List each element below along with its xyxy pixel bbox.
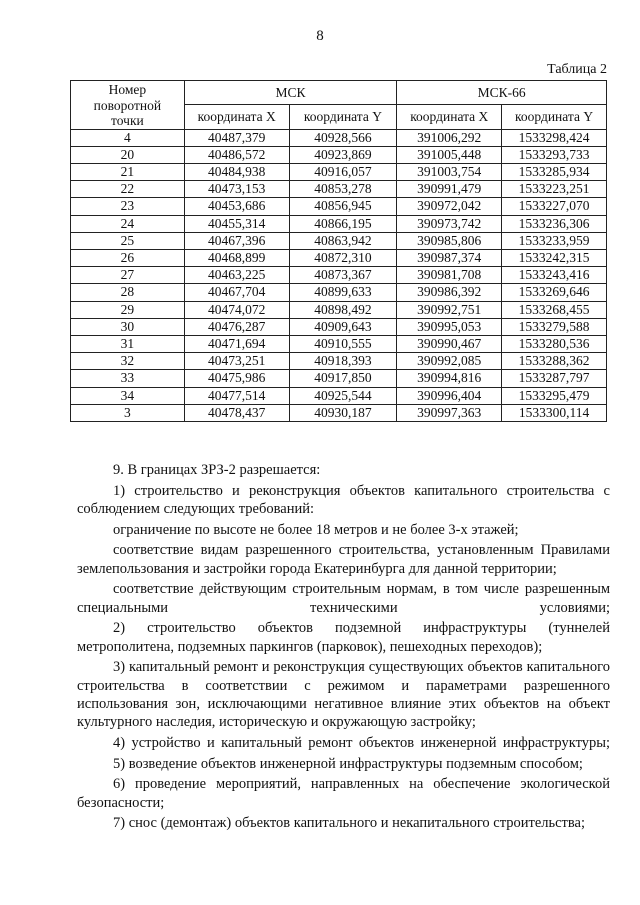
- msk-y-cell: 40916,057: [289, 163, 397, 180]
- paragraph: 4) устройство и капитальный ремонт объектов инженерной инфраструктуры;: [113, 735, 610, 751]
- msk66-y-cell: 1533227,070: [502, 198, 607, 215]
- msk-x-cell: 40473,153: [184, 181, 289, 198]
- msk-y-cell: 40898,492: [289, 301, 397, 318]
- table-row: [71, 215, 607, 232]
- table-row: [71, 267, 607, 284]
- msk-x-cell: 40468,899: [184, 249, 289, 266]
- paragraph: 5) возведение объектов инженерной инфраструктуры подземным способом;: [113, 755, 583, 772]
- header-msk66-x: координата X: [397, 105, 502, 129]
- point-number-cell: 24: [71, 215, 185, 232]
- paragraph: соответствие действующим строительным нормам, в том числе разрешенным специальными техническими условиями;: [77, 581, 610, 616]
- msk-x-cell: 40467,704: [184, 284, 289, 301]
- msk-x-cell: 40476,287: [184, 318, 289, 335]
- msk-y-cell: 40872,310: [289, 249, 397, 266]
- table-row: [71, 146, 607, 163]
- msk-y-cell: 40923,869: [289, 146, 397, 163]
- point-number-cell: 27: [71, 267, 185, 284]
- paragraph: 9. В границах ЗРЗ-2 разрешается:: [113, 462, 321, 478]
- msk-y-cell: 40910,555: [289, 335, 397, 352]
- msk66-x-cell: 390985,806: [397, 232, 502, 249]
- point-number-cell: 4: [71, 129, 185, 146]
- msk-y-cell: 40930,187: [289, 404, 397, 421]
- msk66-y-cell: 1533287,797: [502, 370, 607, 387]
- point-number-cell: 3: [71, 404, 185, 421]
- msk-x-cell: 40487,379: [184, 129, 289, 146]
- msk66-x-cell: 391006,292: [397, 129, 502, 146]
- paragraph: 7) снос (демонтаж) объектов капитального и некапитального строительства;: [113, 815, 586, 832]
- msk-y-cell: 40853,278: [289, 181, 397, 198]
- header-msk-x: координата X: [184, 105, 289, 129]
- msk-x-cell: 40474,072: [184, 301, 289, 318]
- body-text: [77, 461, 610, 833]
- table-row: [71, 335, 607, 352]
- point-number-cell: 31: [71, 335, 185, 352]
- table-row: [71, 163, 607, 180]
- table-row: [71, 387, 607, 404]
- table-row: [71, 181, 607, 198]
- table-row: [71, 318, 607, 335]
- msk66-x-cell: 390972,042: [397, 198, 502, 215]
- msk-x-cell: 40455,314: [184, 215, 289, 232]
- msk66-y-cell: 1533293,733: [502, 146, 607, 163]
- msk66-y-cell: 1533288,362: [502, 353, 607, 370]
- point-number-cell: 28: [71, 284, 185, 301]
- msk66-y-cell: 1533242,315: [502, 249, 607, 266]
- page-number: 8: [316, 28, 324, 44]
- msk66-x-cell: 390992,085: [397, 353, 502, 370]
- msk66-x-cell: 390986,392: [397, 284, 502, 301]
- msk-x-cell: 40477,514: [184, 387, 289, 404]
- msk66-x-cell: 390996,404: [397, 387, 502, 404]
- msk-x-cell: 40478,437: [184, 404, 289, 421]
- point-number-cell: 30: [71, 318, 185, 335]
- point-number-cell: 21: [71, 163, 185, 180]
- msk66-y-cell: 1533269,646: [502, 284, 607, 301]
- msk-y-cell: 40928,566: [289, 129, 397, 146]
- point-number-cell: 22: [71, 181, 185, 198]
- point-number-cell: 20: [71, 146, 185, 163]
- msk66-x-cell: 390997,363: [397, 404, 502, 421]
- msk66-y-cell: 1533295,479: [502, 387, 607, 404]
- paragraph: 1) строительство и реконструкция объектов капитального строительства с соблюдением следующих требований:: [77, 482, 610, 517]
- table-row: [71, 301, 607, 318]
- msk66-y-cell: 1533268,455: [502, 301, 607, 318]
- header-msk66-y: координата Y: [502, 105, 607, 129]
- table-row: [71, 232, 607, 249]
- point-number-cell: 33: [71, 370, 185, 387]
- msk-y-cell: 40917,850: [289, 370, 397, 387]
- msk66-x-cell: 390994,816: [397, 370, 502, 387]
- msk-y-cell: 40866,195: [289, 215, 397, 232]
- msk66-x-cell: 390987,374: [397, 249, 502, 266]
- point-number-cell: 34: [71, 387, 185, 404]
- msk-y-cell: 40925,544: [289, 387, 397, 404]
- msk-y-cell: 40918,393: [289, 353, 397, 370]
- msk66-x-cell: 391003,754: [397, 163, 502, 180]
- paragraph: ограничение по высоте не более 18 метров и не более 3-х этажей;: [113, 521, 519, 538]
- table-row: [71, 370, 607, 387]
- msk-y-cell: 40899,633: [289, 284, 397, 301]
- coordinates-table: [70, 80, 607, 422]
- msk66-x-cell: 390973,742: [397, 215, 502, 232]
- msk66-y-cell: 1533223,251: [502, 181, 607, 198]
- table-caption: Таблица 2: [547, 62, 607, 77]
- header-msk66: МСК-66: [397, 81, 607, 105]
- point-number-cell: 26: [71, 249, 185, 266]
- msk66-y-cell: 1533233,959: [502, 232, 607, 249]
- table-row: [71, 249, 607, 266]
- msk-y-cell: 40873,367: [289, 267, 397, 284]
- msk66-y-cell: 1533298,424: [502, 129, 607, 146]
- header-point-number: Номер поворотной точки: [71, 81, 185, 130]
- msk-y-cell: 40856,945: [289, 198, 397, 215]
- msk-x-cell: 40473,251: [184, 353, 289, 370]
- table-row: [71, 284, 607, 301]
- msk66-y-cell: 1533280,536: [502, 335, 607, 352]
- msk-x-cell: 40453,686: [184, 198, 289, 215]
- msk-x-cell: 40475,986: [184, 370, 289, 387]
- msk66-x-cell: 390995,053: [397, 318, 502, 335]
- table-row: [71, 404, 607, 421]
- msk66-x-cell: 390990,467: [397, 335, 502, 352]
- paragraph: 2) строительство объектов подземной инфраструктуры (туннелей метрополитена, подземных паркингов (парковок), пешеходных переходов);: [77, 620, 610, 655]
- msk-x-cell: 40463,225: [184, 267, 289, 284]
- msk66-x-cell: 390981,708: [397, 267, 502, 284]
- table-row: [71, 129, 607, 146]
- paragraph: соответствие видам разрешенного строительства, установленным Правилами землепользования и застройки города Екатеринбурга для данной территории;: [77, 542, 610, 577]
- msk66-x-cell: 391005,448: [397, 146, 502, 163]
- msk-x-cell: 40484,938: [184, 163, 289, 180]
- msk66-y-cell: 1533279,588: [502, 318, 607, 335]
- header-msk: МСК: [184, 81, 397, 105]
- msk66-x-cell: 390991,479: [397, 181, 502, 198]
- point-number-cell: 25: [71, 232, 185, 249]
- paragraph: 6) проведение мероприятий, направленных на обеспечение экологической безопасности;: [77, 776, 610, 811]
- msk-y-cell: 40863,942: [289, 232, 397, 249]
- header-msk-y: координата Y: [289, 105, 397, 129]
- msk-x-cell: 40486,572: [184, 146, 289, 163]
- msk66-y-cell: 1533243,416: [502, 267, 607, 284]
- msk-x-cell: 40471,694: [184, 335, 289, 352]
- point-number-cell: 23: [71, 198, 185, 215]
- msk66-y-cell: 1533300,114: [502, 404, 607, 421]
- paragraph: 3) капитальный ремонт и реконструкция существующих объектов капитального строительства в соответствии с режимом и параметрами разрешенного использования зон, исключающими негативное влияние этих объектов на объект культурного наследия, историческую и окружающую застройку;: [77, 659, 610, 731]
- table-row: [71, 353, 607, 370]
- msk66-x-cell: 390992,751: [397, 301, 502, 318]
- point-number-cell: 29: [71, 301, 185, 318]
- msk-y-cell: 40909,643: [289, 318, 397, 335]
- table-row: [71, 198, 607, 215]
- msk-x-cell: 40467,396: [184, 232, 289, 249]
- msk66-y-cell: 1533236,306: [502, 215, 607, 232]
- point-number-cell: 32: [71, 353, 185, 370]
- msk66-y-cell: 1533285,934: [502, 163, 607, 180]
